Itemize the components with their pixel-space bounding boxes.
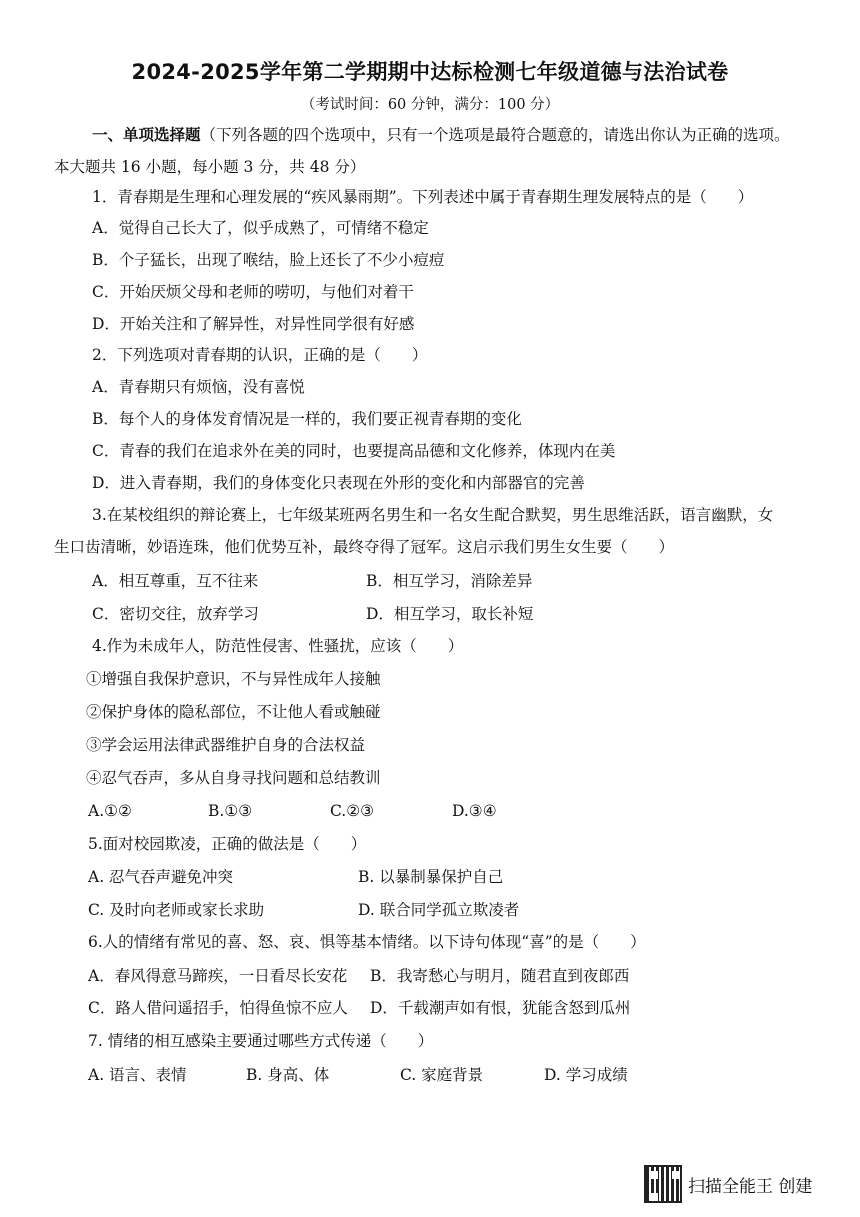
- question-2-option-a: A．青春期只有烦恼，没有喜悦: [92, 378, 305, 396]
- question-7-option-c: C. 家庭背景: [400, 1066, 484, 1084]
- question-5-option-a: A. 忍气吞声避免冲突: [88, 868, 234, 886]
- question-2-option-d: D．进入青春期，我们的身体变化只表现在外形的变化和内部器官的完善: [92, 474, 585, 492]
- question-3-option-b: B．相互学习，消除差异: [366, 572, 533, 590]
- question-6-option-a: A．春风得意马蹄疾，一日看尽长安花: [88, 967, 348, 985]
- section-instruction: （下列各题的四个选项中，只有一个选项是最符合题意的，请选出你认为正确的选项。: [200, 126, 790, 144]
- question-1-option-b: B．个子猛长，出现了喉结，脸上还长了不少小痘痘: [92, 251, 445, 269]
- question-7-option-d: D. 学习成绩: [544, 1066, 628, 1084]
- question-3-option-c: C．密切交往，放弃学习: [92, 605, 259, 623]
- section-heading: 一、单项选择题: [92, 126, 201, 144]
- question-6-option-d: D．千载潮声如有恨，犹能含怒到瓜州: [370, 999, 631, 1017]
- question-4-option-d: D.③④: [452, 802, 497, 820]
- question-1-stem: 1．青春期是生理和心理发展的“疾风暴雨期”。下列表述中属于青春期生理发展特点的是（ ）: [92, 188, 754, 206]
- question-5-stem: 5.面对校园欺凌，正确的做法是（ ）: [88, 835, 367, 853]
- qr-code-icon: [644, 1165, 682, 1203]
- question-3-option-d: D．相互学习，取长补短: [366, 605, 534, 623]
- question-3-stem: 3.在某校组织的辩论赛上，七年级某班两名男生和一名女生配合默契，男生思维活跃，语言幽默，女: [92, 506, 774, 524]
- question-3-option-a: A．相互尊重，互不往来: [92, 572, 259, 590]
- exam-info: （考试时间：60 分钟，满分：100 分）: [300, 97, 560, 113]
- question-4-option-b: B.①③: [208, 802, 253, 820]
- question-7-option-b: B. 身高、体: [246, 1066, 330, 1084]
- question-7-option-a: A. 语言、表情: [88, 1066, 187, 1084]
- question-3-stem-cont: 生口齿清晰，妙语连珠，他们优势互补，最终夺得了冠军。这启示我们男生女生要（ ）: [54, 538, 675, 556]
- question-1-option-a: A．觉得自己长大了，似乎成熟了，可情绪不稳定: [92, 219, 429, 237]
- question-6-option-b: B．我寄愁心与明月，随君直到夜郎西: [370, 967, 630, 985]
- question-5-option-b: B. 以暴制暴保护自己: [358, 868, 504, 886]
- question-1-option-c: C．开始厌烦父母和老师的唠叨，与他们对着干: [92, 283, 414, 301]
- watermark-text: 扫描全能王 创建: [688, 1176, 813, 1197]
- question-5-option-c: C. 及时向老师或家长求助: [88, 901, 265, 919]
- question-4-statement-2: ②保护身体的隐私部位，不让他人看或触碰: [86, 703, 381, 721]
- question-4-option-c: C.②③: [330, 802, 375, 820]
- section-header: [92, 124, 790, 146]
- question-4-statement-1: ①增强自我保护意识，不与异性成年人接触: [86, 670, 381, 688]
- question-6-stem: 6.人的情绪有常见的喜、怒、哀、惧等基本情绪。以下诗句体现“喜”的是（ ）: [88, 933, 646, 951]
- scanner-watermark: [644, 1162, 844, 1206]
- question-1-option-d: D．开始关注和了解异性，对异性同学很有好感: [92, 315, 415, 333]
- question-2-option-b: B．每个人的身体发育情况是一样的，我们要正视青春期的变化: [92, 410, 522, 428]
- question-4-statement-3: ③学会运用法律武器维护自身的合法权益: [86, 736, 366, 754]
- question-2-option-c: C．青春的我们在追求外在美的同时，也要提高品德和文化修养，体现内在美: [92, 442, 616, 460]
- page-title: 2024-2025学年第二学期期中达标检测七年级道德与法治试卷: [131, 60, 729, 84]
- question-2-stem: 2．下列选项对青春期的认识，正确的是（ ）: [92, 346, 428, 364]
- section-instruction-cont: 本大题共 16 小题，每小题 3 分，共 48 分）: [54, 158, 366, 176]
- question-5-option-d: D. 联合同学孤立欺凌者: [358, 901, 520, 919]
- question-4-option-a: A.①②: [88, 802, 132, 820]
- question-4-statement-4: ④忍气吞声，多从自身寻找问题和总结教训: [86, 769, 381, 787]
- question-4-stem: 4.作为未成年人，防范性侵害、性骚扰，应该（ ）: [92, 637, 464, 655]
- question-6-option-c: C．路人借问遥招手，怕得鱼惊不应人: [88, 999, 348, 1017]
- question-7-stem: 7. 情绪的相互感染主要通过哪些方式传递（ ）: [88, 1032, 434, 1050]
